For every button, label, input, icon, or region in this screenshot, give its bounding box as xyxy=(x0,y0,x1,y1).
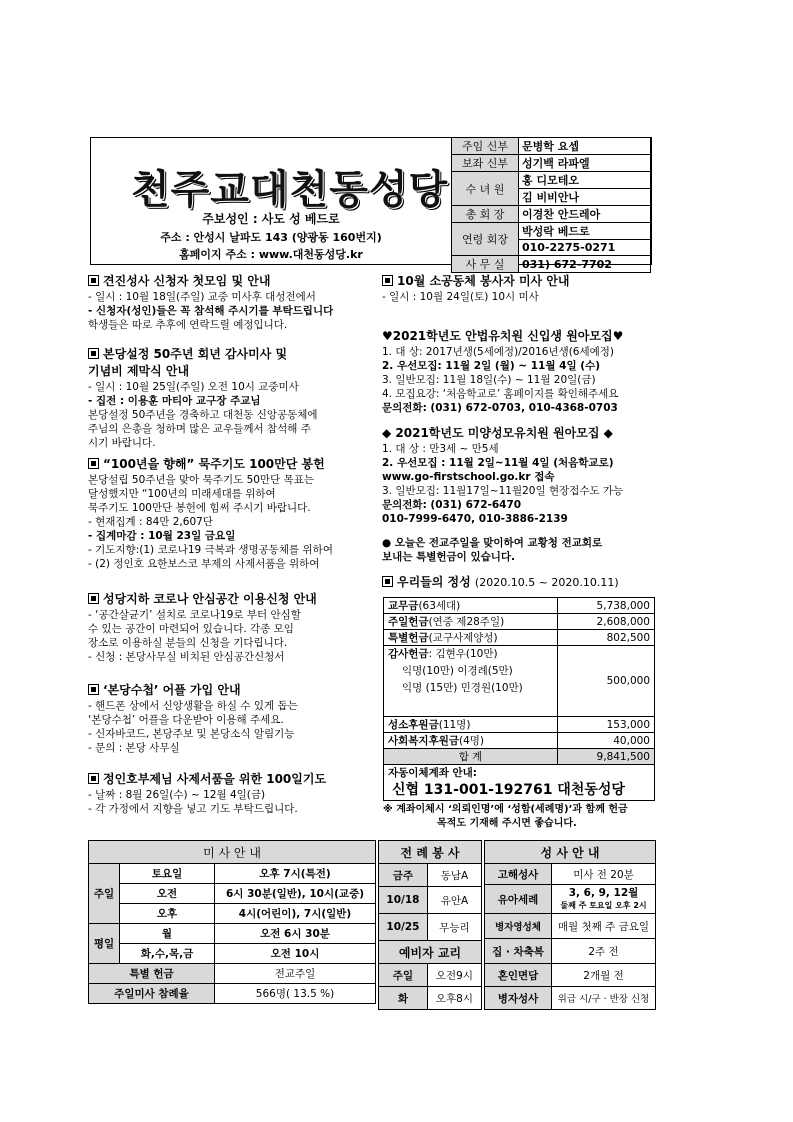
square-bullet-icon xyxy=(88,684,99,695)
notice-line: 1. 대 상 : 만3세 ~ 만5세 xyxy=(382,443,499,455)
staff-value: 홍 디모테오 xyxy=(519,172,651,189)
section-heading: 견진성사 신청자 첫모임 및 안내 xyxy=(88,273,373,290)
section-heading: “100년을 향해” 묵주기도 100만단 봉헌 xyxy=(88,456,373,473)
section-heading: ‘본당수첩’ 어플 가입 안내 xyxy=(88,682,373,699)
notice-line: 2. 우선모집: 11월 2일 (월) ~ 11월 4일 (수) xyxy=(382,360,600,372)
section-heading: 본당설정 50주년 회년 감사미사 및 xyxy=(88,346,373,363)
notice-line: - 각 가정에서 지향을 넣고 기도 부탁드립니다. xyxy=(88,803,298,815)
notice-line[interactable]: www.go-firstschool.go.kr 접속 xyxy=(382,471,555,483)
bank-account: 신협 131-001-192761 대천동성당 xyxy=(392,782,625,798)
square-bullet-icon xyxy=(88,275,99,286)
section-heading: 10월 소공동체 봉사자 미사 안내 xyxy=(382,273,667,290)
notice-line: 본당설립 50주년을 맞아 묵주기도 50만단 목표는 xyxy=(88,474,314,486)
notice-line: - 현재집계 : 84만 2,607단 xyxy=(88,516,213,528)
church-homepage[interactable]: 홈페이지 주소 : www.대천동성당.kr xyxy=(179,248,363,261)
notice-line: 4. 모집요강: ‘처음학교로’ 홈페이지를 확인해주세요 xyxy=(382,388,619,400)
left-column xyxy=(88,273,373,816)
notice-line: - 집계마감 : 10월 23일 금요일 xyxy=(88,530,236,542)
section-heading: ◆ 2021학년도 미양성모유치원 원아모집 ◆ xyxy=(382,426,613,440)
staff-label: 주임 신부 xyxy=(452,138,519,155)
square-bullet-icon xyxy=(88,458,99,469)
notice-line: - 기도지향:(1) 코로나19 극복과 생명공동체를 위하여 xyxy=(88,544,333,556)
notice-line: - 신청 : 본당사무실 비치된 안심공간신청서 xyxy=(88,651,285,663)
notice-line: 보내는 특별헌금이 있습니다. xyxy=(382,551,516,563)
church-title: 천주교대천동성당 xyxy=(131,166,449,213)
mass-schedule-table: 미 사 안 내 주일 토요일 오후 7시(특전) 오전 6시 30분(일반), 10시(교중) 오후 4시(어린이), 7시(일반) 평일 월 오전 6시 30분 화,수,목,금 오전 10시 특별 헌금 전교주일 주일미사 참례율 566명( 13.5 %) xyxy=(88,840,376,1004)
notice-line: - 날짜 : 8월 26일(수) ~ 12월 4일(금) xyxy=(88,789,266,801)
notice-line: - ‘공간살균기’ 설치로 코로나19로 부터 안심할 xyxy=(88,609,301,621)
notice-line: - 일시 : 10월 25일(주일) 오전 10시 교중미사 xyxy=(88,381,299,393)
notice-line: - 일시 : 10월 18일(주일) 교중 미사후 대성전에서 xyxy=(88,291,316,303)
square-bullet-icon xyxy=(382,275,393,286)
section-heading: 성당지하 코로나 안심공간 이용신청 안내 xyxy=(88,591,373,608)
notice-line: 010-7999-6470, 010-3886-2139 xyxy=(382,513,568,525)
staff-label: 총 회 장 xyxy=(452,206,519,223)
staff-label: 사 무 실 xyxy=(452,256,519,273)
staff-value: 문병학 요셉 xyxy=(519,138,651,155)
table-row: 합 계 9,841,500 xyxy=(384,749,655,765)
notice-line: 학생들은 따로 추후에 연락드릴 예정입니다. xyxy=(88,319,288,331)
table-row: 주일헌금(연중 제28주일) 2,608,000 xyxy=(384,614,655,630)
notice-line: - 집전 : 이용훈 마티아 교구장 주교님 xyxy=(88,395,261,407)
notice-line: 시기 바랍니다. xyxy=(88,437,156,449)
notice-line: - 신자바코드, 본당주보 및 본당소식 알림기능 xyxy=(88,728,295,740)
patron-saint: 주보성인 : 사도 성 베드로 xyxy=(202,212,340,226)
notice-line: 3. 일반모집: 11월17일~11월20일 현장접수도 가능 xyxy=(382,485,624,497)
notice-line: 문의전화: (031) 672-0703, 010-4368-0703 xyxy=(382,402,618,414)
square-bullet-icon xyxy=(88,348,99,359)
notice-line: - 문의 : 본당 사무실 xyxy=(88,742,180,754)
notice-line: - (2) 정인호 요한보스코 부제의 사제서품을 위하여 xyxy=(88,558,320,570)
notice-line: 본당설정 50주년을 경축하고 대천동 신앙공동체에 xyxy=(88,409,318,421)
table-row: 특별헌금(교구사제양성) 802,500 xyxy=(384,630,655,646)
table-row: 자동이체계좌 안내: 신협 131-001-192761 대천동성당 xyxy=(384,765,655,801)
staff-label: 연령 회장 xyxy=(452,223,519,256)
notice-line: 1. 대 상: 2017년생(5세예정)/2016년생(6세예정) xyxy=(382,346,615,358)
staff-label: 수 녀 원 xyxy=(452,172,519,206)
liturgy-service-table: 전 례 봉 사 금주 동남A 10/18 유안A 10/25 무능리 예비자 교리 주일 오전9시 화 오후8시 xyxy=(378,840,482,1010)
notice-line: - 일시 : 10월 24일(토) 10시 미사 xyxy=(382,291,539,303)
staff-value: 성기백 라파엘 xyxy=(519,155,651,172)
mass-header: 미 사 안 내 xyxy=(89,841,376,864)
notice-line: ‘본당수첩’ 어플을 다운받아 이용해 주세요. xyxy=(88,714,284,726)
notice-line: 달성했지만 “100년의 미래세대를 위하여 xyxy=(88,488,276,500)
section-heading: 정인호부제님 사제서품을 위한 100일기도 xyxy=(88,771,373,788)
staff-table xyxy=(451,137,651,273)
section-heading: ♥2021학년도 안법유치원 신입생 원아모집♥ xyxy=(382,329,624,343)
table-row: 감사헌금: 김현우(10만) 익명(10만) 이경례(5만) 익명 (15만) 민경원(10만) 500,000 xyxy=(384,646,655,717)
staff-value: 031) 672-7702 xyxy=(519,256,651,273)
section-heading-line2: 기념비 제막식 안내 xyxy=(88,364,190,378)
notice-line: - 핸드폰 상에서 신앙생활을 하실 수 있게 돕는 xyxy=(88,700,298,712)
staff-value: 010-2275-0271 xyxy=(519,240,651,256)
table-row: 사회복지후원금(4명) 40,000 xyxy=(384,733,655,749)
staff-value: 이경찬 안드레아 xyxy=(519,206,651,223)
section-heading: 우리들의 정성 (2020.10.5 ~ 2020.10.11) xyxy=(382,574,667,591)
notice-line: - 신청자(성인)들은 꼭 참석해 주시기를 부탁드립니다 xyxy=(88,305,334,317)
notice-line: 장소로 이용하실 분들의 신청을 기다립니다. xyxy=(88,637,288,649)
sacraments-table: 성 사 안 내 고해성사 미사 전 20분 유아세례 3, 6, 9, 12월 둘째 주 토요일 오후 2시 병자영성체 매월 첫째 주 금요일 집 · 차축복 2주 전 혼인면담 2개월 전 병자성사 위급 시/구 · 반장 신청 xyxy=(484,840,656,1010)
table-row: 성소후원금(11명) 153,000 xyxy=(384,717,655,733)
notice-line: 2. 우선모집 : 11월 2일~11월 4일 (처음학교로) xyxy=(382,457,614,469)
notice-line: 문의전화: (031) 672-6470 xyxy=(382,499,522,511)
staff-label: 보좌 신부 xyxy=(452,155,519,172)
transfer-note: ※ 계좌이체시 ‘의뢰인명’에 ‘성함(세례명)’과 함께 헌금 목적도 기재해 주시면 좋습니다. xyxy=(383,804,628,829)
notice-line: 수 있는 공간이 마련되어 있습니다. 각종 모임 xyxy=(88,623,294,635)
church-address: 주소 : 안성시 날파도 143 (양광동 160번지) xyxy=(160,231,382,244)
square-bullet-icon xyxy=(382,576,393,587)
notice-line: 묵주기도 100만단 봉헌에 힘써 주시기 바랍니다. xyxy=(88,502,311,514)
square-bullet-icon xyxy=(88,593,99,604)
square-bullet-icon xyxy=(88,773,99,784)
notice-line: ● 오늘은 전교주일을 맞이하여 교황청 전교회로 xyxy=(382,537,603,549)
table-row: 교무금(63세대) 5,738,000 xyxy=(384,598,655,614)
staff-value: 박성락 베드로 xyxy=(519,223,651,240)
right-column xyxy=(382,273,667,591)
staff-value: 김 비비안나 xyxy=(519,189,651,206)
offerings-table xyxy=(383,597,655,801)
notice-line: 주님의 은총을 청하며 많은 교우들께서 참석해 주 xyxy=(88,423,311,435)
notice-line: 3. 일반모집: 11월 18일(수) ~ 11월 20일(금) xyxy=(382,374,596,386)
